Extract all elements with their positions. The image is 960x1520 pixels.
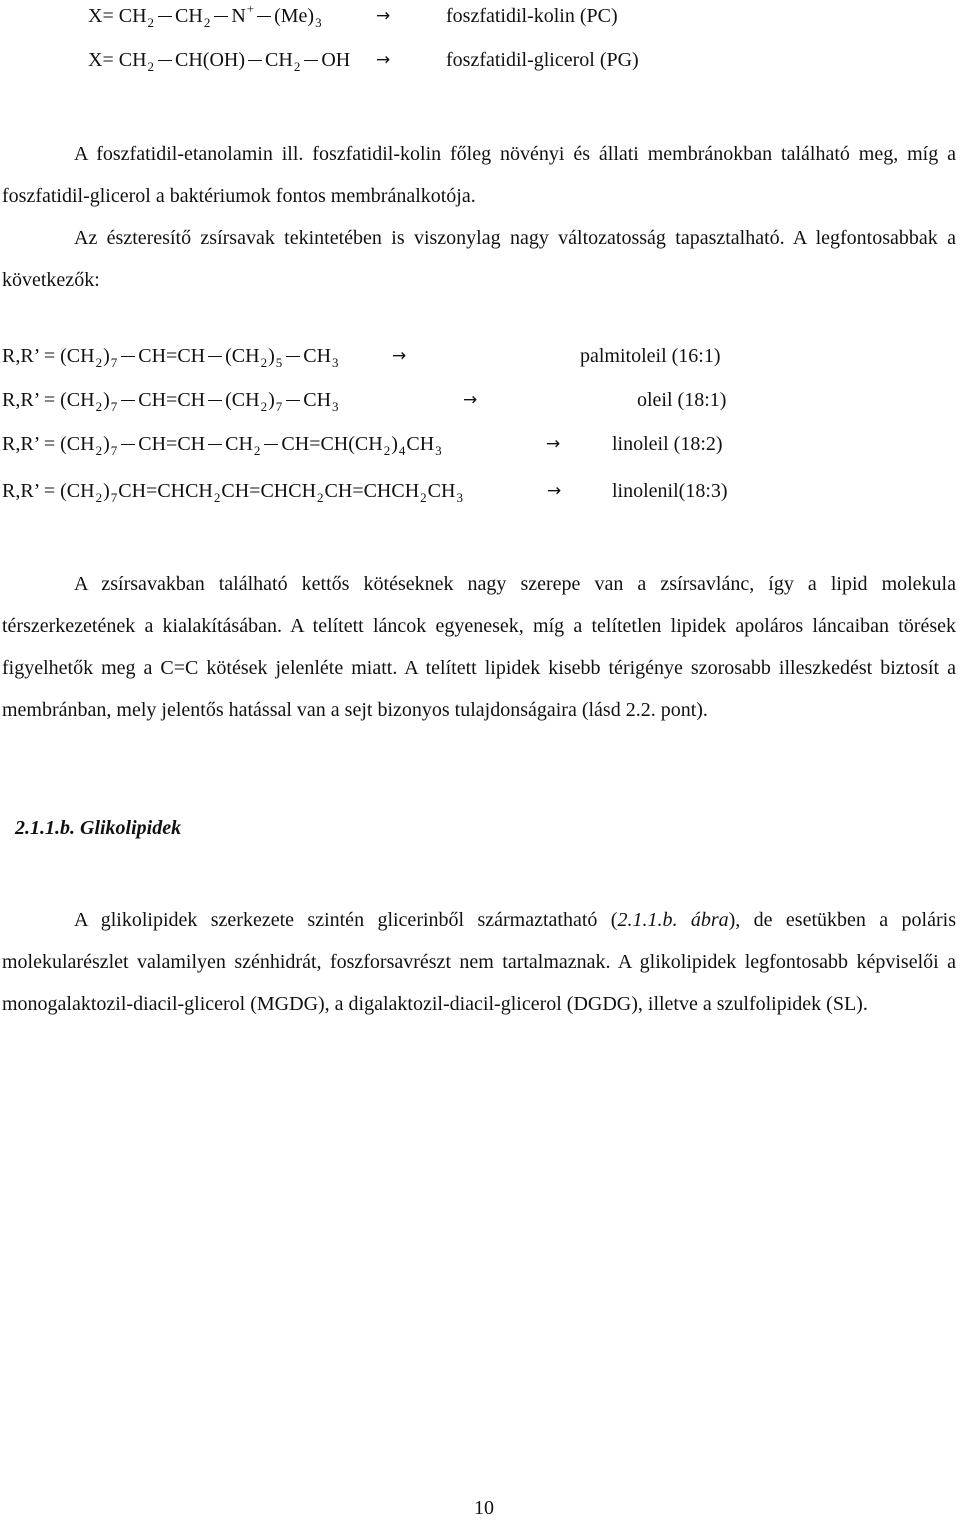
paragraph-2: Az észteresítő zsírsavak tekintetében is viszonylag nagy változatosság tapasztalható. A legfontosabbak a következők: — [2, 227, 956, 291]
fatty-acid-name-2: oleil (18:1) — [637, 389, 727, 411]
paragraph-3: A zsírsavakban található kettős kötéseknek nagy szerepe van a zsírsavlánc, így a lipid molekula térszerkezetének a kialakításában. A telített láncok egyenesek, míg a telítetlen lipidek apoláros láncaiban törések figyelhetők meg a C=C kötések jelenléte miatt. A telített lipidek kisebb térigénye szorosabb illeszkedést biztosít a membránban, mely jelentős hatással van a sejt bizonyos tulajdonságaira (lásd 2.2. pont). — [2, 573, 956, 721]
arrow-icon: → — [376, 6, 391, 26]
fatty-acid-formula-4: R,R’ = $(CH_2)_7CH=CHCH_2CH=CHCH_2CH=CHCH_2CH_3$ — [2, 480, 463, 505]
fatty-acid-name-3: linoleil (18:2) — [612, 433, 723, 455]
formula-pg-name: foszfatidil-glicerol (PG) — [446, 49, 639, 71]
page-number: 10 — [474, 1497, 494, 1519]
formula-pc: $X= CH_2$ $CH_2$ N+ $(Me)_3$ — [88, 1, 322, 30]
paragraph-1: A foszfatidil-etanolamin ill. foszfatidil-kolin főleg növényi és állati membránokban található meg, míg a foszfatidil-glicerol a baktériumok fontos membránalkotója. — [2, 143, 956, 207]
fatty-acid-formula-2: R,R’ = $(CH_2)_7$ CH=CH $(CH_2)_7$ $CH_3$ — [2, 389, 339, 414]
section-heading: 2.1.1.b. Glikolipidek — [15, 817, 182, 839]
arrow-icon: → — [547, 481, 562, 501]
figure-reference: 2.1.1.b. ábra — [617, 909, 729, 931]
formula-pg: $X= CH_2$ CH(OH) $CH_2$ OH — [88, 49, 351, 74]
fatty-acid-formula-1: R,R’ = $(CH_2)_7$ CH=CH $(CH_2)_5$ $CH_3$ — [2, 345, 339, 370]
paragraph-4: A glikolipidek szerkezete szintén glicerinből származtatható (2.1.1.b. ábra), de esetükben a poláris molekularészlet valamilyen szénhidrát, foszforsavrészt nem tartalmaznak. A glikolipidek legfontosabb képviselői a monogalaktozil-diacil-glicerol (MGDG), a digalaktozil-diacil-glicerol (DGDG), illetve a szulfolipidek (SL). — [2, 909, 956, 1015]
fatty-acid-formula-3: R,R’ = $(CH_2)_7$ CH=CH $CH_2$ $CH=CH(CH_2)_4CH_3$ — [2, 433, 442, 458]
arrow-icon: → — [463, 390, 478, 410]
fatty-acid-name-4: linolenil(18:3) — [612, 480, 728, 502]
arrow-icon: → — [376, 50, 391, 70]
arrow-icon: → — [546, 434, 561, 454]
formula-pc-name: foszfatidil-kolin (PC) — [446, 5, 618, 27]
fatty-acid-name-1: palmitoleil (16:1) — [580, 345, 721, 367]
arrow-icon: → — [392, 346, 407, 366]
